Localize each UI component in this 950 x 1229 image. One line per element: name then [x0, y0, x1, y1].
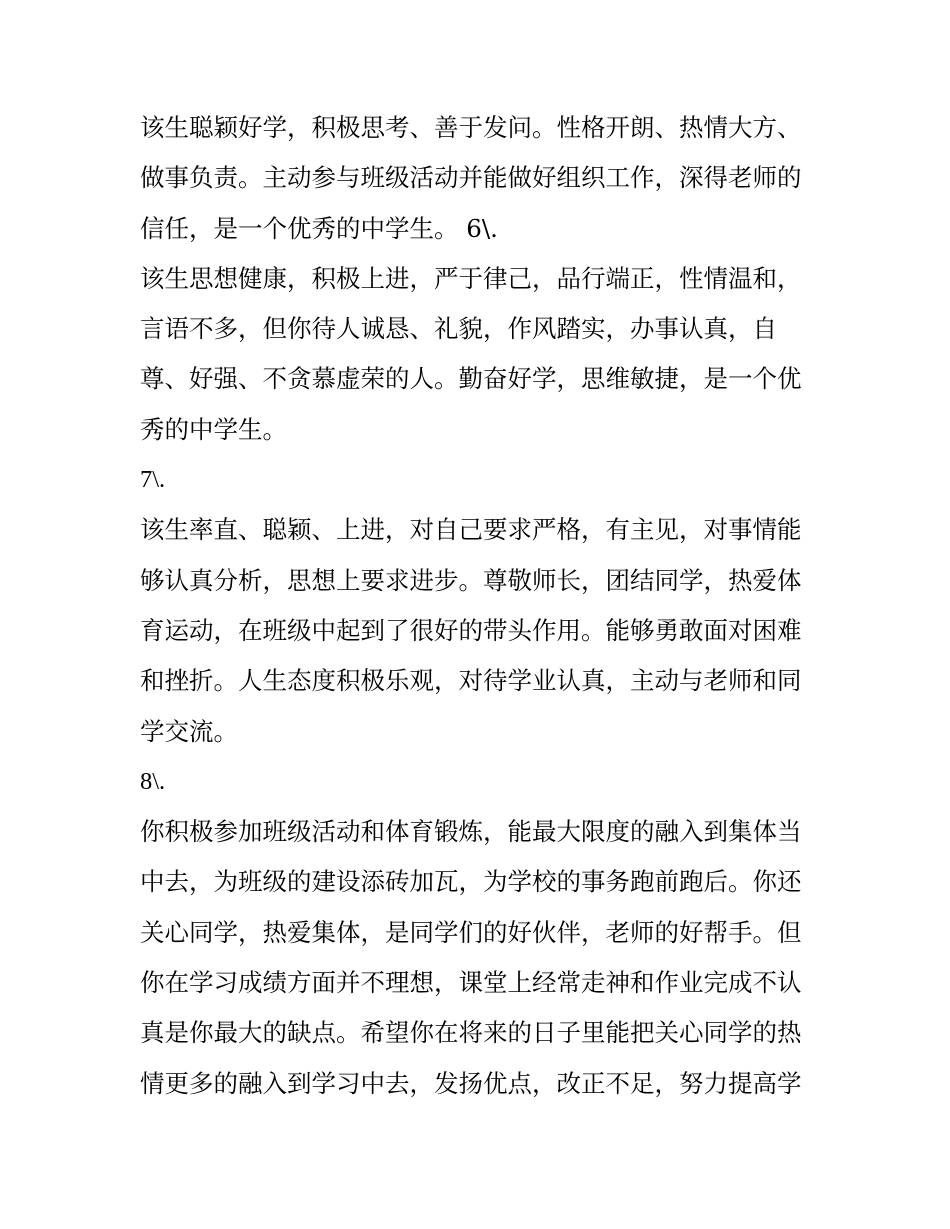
text-line-12: 和挫折。人生态度积极乐观，对待学业认真，主动与老师和同	[140, 666, 802, 696]
text-line-7: 秀的中学生。	[140, 414, 287, 444]
text-line-16: 中去，为班级的建设添砖加瓦，为学校的事务跑前跑后。你还	[140, 867, 802, 897]
text-line-20: 情更多的融入到学习中去，发扬优点，改正不足，努力提高学	[140, 1068, 802, 1098]
text-line-3: 信任，是一个优秀的中学生。 6\.	[140, 213, 498, 243]
document-body	[140, 103, 830, 1109]
section-number-7: 7\.	[140, 466, 166, 494]
text-line-9: 该生率直、聪颖、上进，对自己要求严格，有主见，对事情能	[140, 515, 802, 545]
text-line-10: 够认真分析，思想上要求进步。尊敬师长，团结同学，热爱体	[140, 565, 802, 595]
section-number-8: 8\.	[140, 767, 166, 795]
text-line-18: 你在学习成绩方面并不理想，课堂上经常走神和作业完成不认	[140, 968, 802, 998]
text-line-15: 你积极参加班级活动和体育锻炼，能最大限度的融入到集体当	[140, 817, 802, 847]
text-line-6: 尊、好强、不贪慕虚荣的人。勤奋好学，思维敏捷，是一个优	[140, 364, 802, 394]
text-line-13: 学交流。	[140, 716, 238, 746]
text-line-17: 关心同学，热爱集体，是同学们的好伙伴，老师的好帮手。但	[140, 917, 802, 947]
text-line-2: 做事负责。主动参与班级活动并能做好组织工作，深得老师的	[140, 163, 802, 193]
text-line-19: 真是你最大的缺点。希望你在将来的日子里能把关心同学的热	[140, 1018, 802, 1048]
text-line-11: 育运动，在班级中起到了很好的带头作用。能够勇敢面对困难	[140, 615, 802, 645]
text-line-5: 言语不多，但你待人诚恳、礼貌，作风踏实，办事认真，自	[140, 314, 777, 344]
text-line-1: 该生聪颖好学，积极思考、善于发问。性格开朗、热情大方、	[140, 113, 802, 142]
text-line-4: 该生思想健康，积极上进，严于律己，品行端正，性情温和，	[140, 263, 802, 293]
